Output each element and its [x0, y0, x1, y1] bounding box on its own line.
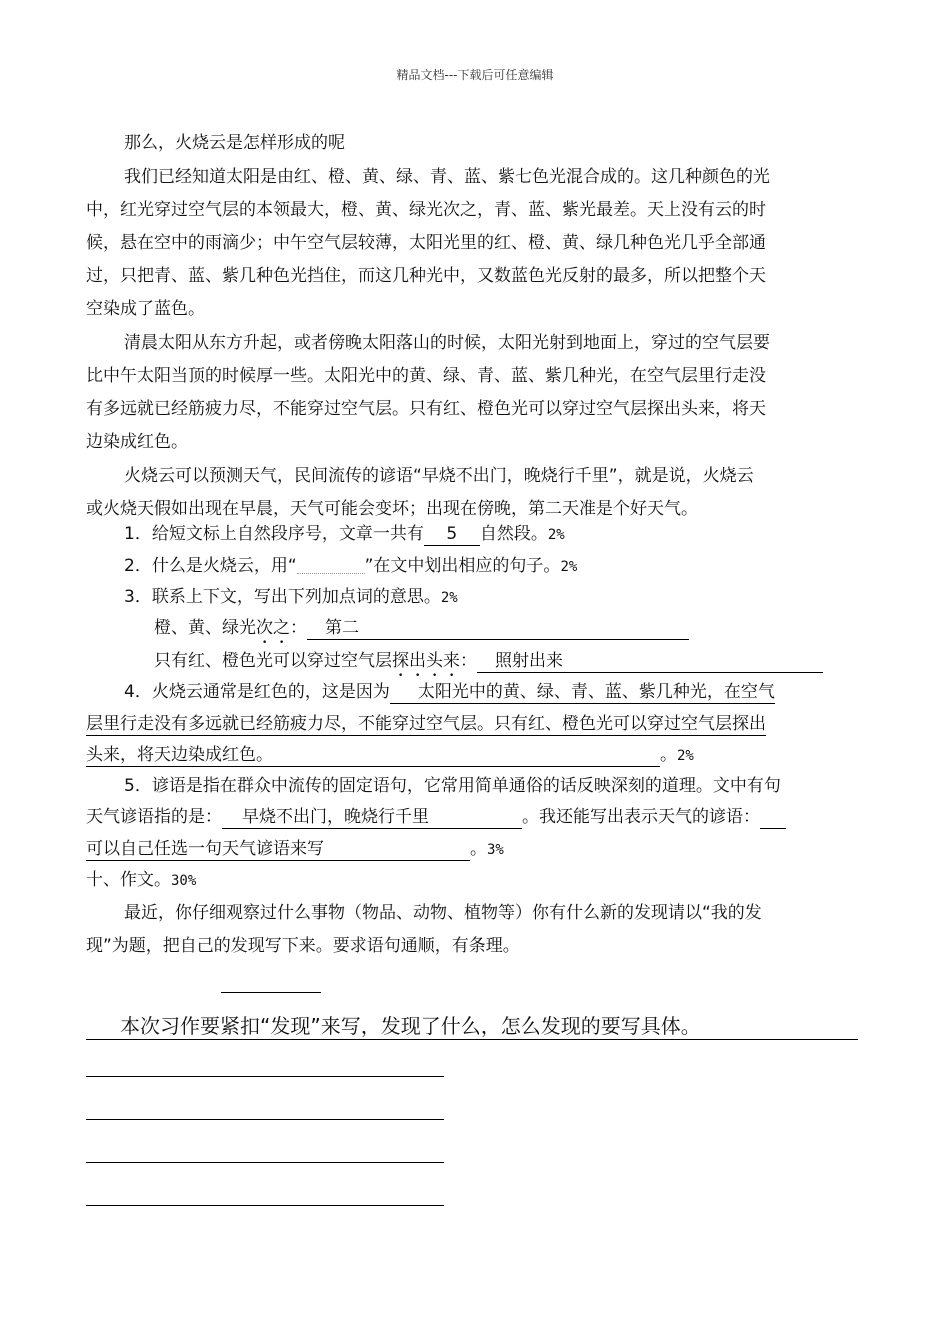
q3-b-answer: 照射出来: [477, 650, 823, 673]
page-header: 精品文档---下载后可任意编辑: [396, 68, 554, 82]
writing-line-1[interactable]: [86, 1076, 444, 1077]
p1-line-1: 我们已经知道太阳是由红、橙、黄、绿、青、蓝、紫七色光混合成的。这几种颜色的光: [124, 167, 770, 187]
q4-answer-3: 头来，将天边染成红色。: [86, 744, 660, 767]
p1-line-4: 过，只把青、蓝、紫几种色光挡住，而这几种光中，又数蓝色光反射的最多，所以把整个天: [86, 266, 766, 286]
question-5: 5．谚语是指在群众中流传的固定语句，它常用简单通俗的话反映深刻的道理。文中有句: [124, 776, 781, 796]
q3-a-answer: 第二: [307, 617, 689, 640]
question-4: 4．火烧云通常是红色的，这是因为 太阳光中的黄、绿、青、蓝、紫几种光，在空气: [124, 682, 775, 702]
p2-line-3: 有多远就已经筋疲力尽，不能穿过空气层。只有红、橙色光可以穿过空气层探出头来，将天: [86, 399, 766, 419]
q4-line-2: [86, 713, 766, 736]
composition-prompt-1: 最近，你仔细观察过什么事物（物品、动物、植物等）你有什么新的发现请以“我的发: [124, 903, 762, 923]
p1-line-5: 空染成了蓝色。: [86, 299, 205, 319]
p2-line-2: 比中午太阳当顶的时候厚一些。太阳光中的黄、绿、青、蓝、紫几种光，在空气层里行走没: [86, 366, 766, 386]
q5-line-3: 可以自己任选一句天气谚语来写 。3%: [86, 839, 504, 859]
q5-line-2: 天气谚语指的是： 早烧不出门，晚烧行千里 。我还能写出表示天气的谚语：: [86, 806, 786, 829]
p1-line-3: 候，悬在空中的雨滴少；中午空气层较薄，太阳光里的红、橙、黄、绿几种色光几乎全部通: [86, 233, 766, 253]
writing-line-3[interactable]: [86, 1162, 444, 1163]
section-10-title: 十、作文。30%: [86, 870, 197, 890]
writing-line-4[interactable]: [86, 1205, 444, 1206]
q4-answer-2: 层里行走没有多远就已经筋疲力尽，不能穿过空气层。只有红、橙色光可以穿过空气层探出: [86, 714, 766, 734]
writing-tip: 本次习作要紧扣“发现”来写，发现了什么，怎么发现的要写具体。: [86, 1015, 858, 1040]
q5-answer-2: 可以自己任选一句天气谚语来写: [86, 838, 470, 861]
wavy-line-mark: [297, 559, 365, 574]
p2-line-1: 清晨太阳从东方升起，或者傍晚太阳落山的时候，太阳光射到地面上，穿过的空气层要: [124, 333, 770, 353]
dotted-word-b: 探出头来: [392, 651, 460, 671]
p3-line-1: 火烧云可以预测天气，民间流传的谚语“早烧不出门，晚烧行千里”，就是说，火烧云: [124, 466, 754, 486]
q1-answer: 5: [424, 523, 480, 546]
q4-answer-1: 太阳光中的黄、绿、青、蓝、紫几种光，在空气: [390, 681, 775, 704]
q3-item-b: 只有红、橙色光可以穿过空气层探出头来： 照射出来: [154, 650, 823, 681]
dotted-word-a: 次之: [256, 618, 290, 638]
q4-line-3: 头来，将天边染成红色。 。2%: [86, 745, 694, 765]
paragraph-intro: 那么，火烧云是怎样形成的呢: [124, 133, 345, 153]
q3-item-a: 橙、黄、绿光次之： 第二: [154, 617, 689, 648]
writing-line-2[interactable]: [86, 1119, 444, 1120]
question-1: 1．给短文标上自然段序号，文章一共有 5 自然段。2%: [124, 524, 565, 544]
question-3: 3．联系上下文，写出下列加点词的意思。2%: [124, 587, 458, 607]
question-2: 2．什么是火烧云，用“ ”在文中划出相应的句子。2%: [124, 556, 578, 576]
p3-line-2: 或火烧天假如出现在早晨，天气可能会变坏；出现在傍晚，第二天准是个好天气。: [86, 499, 698, 519]
p2-line-4: 边染成红色。: [86, 432, 188, 452]
p1-line-2: 中，红光穿过空气层的本领最大，橙、黄、绿光次之，青、蓝、紫光最差。天上没有云的时: [86, 200, 766, 220]
title-blank-line: [221, 992, 321, 993]
q5-answer-1: 早烧不出门，晚烧行千里: [222, 806, 522, 829]
composition-prompt-2: 现”为题，把自己的发现写下来。要求语句通顺，有条理。: [86, 936, 520, 956]
